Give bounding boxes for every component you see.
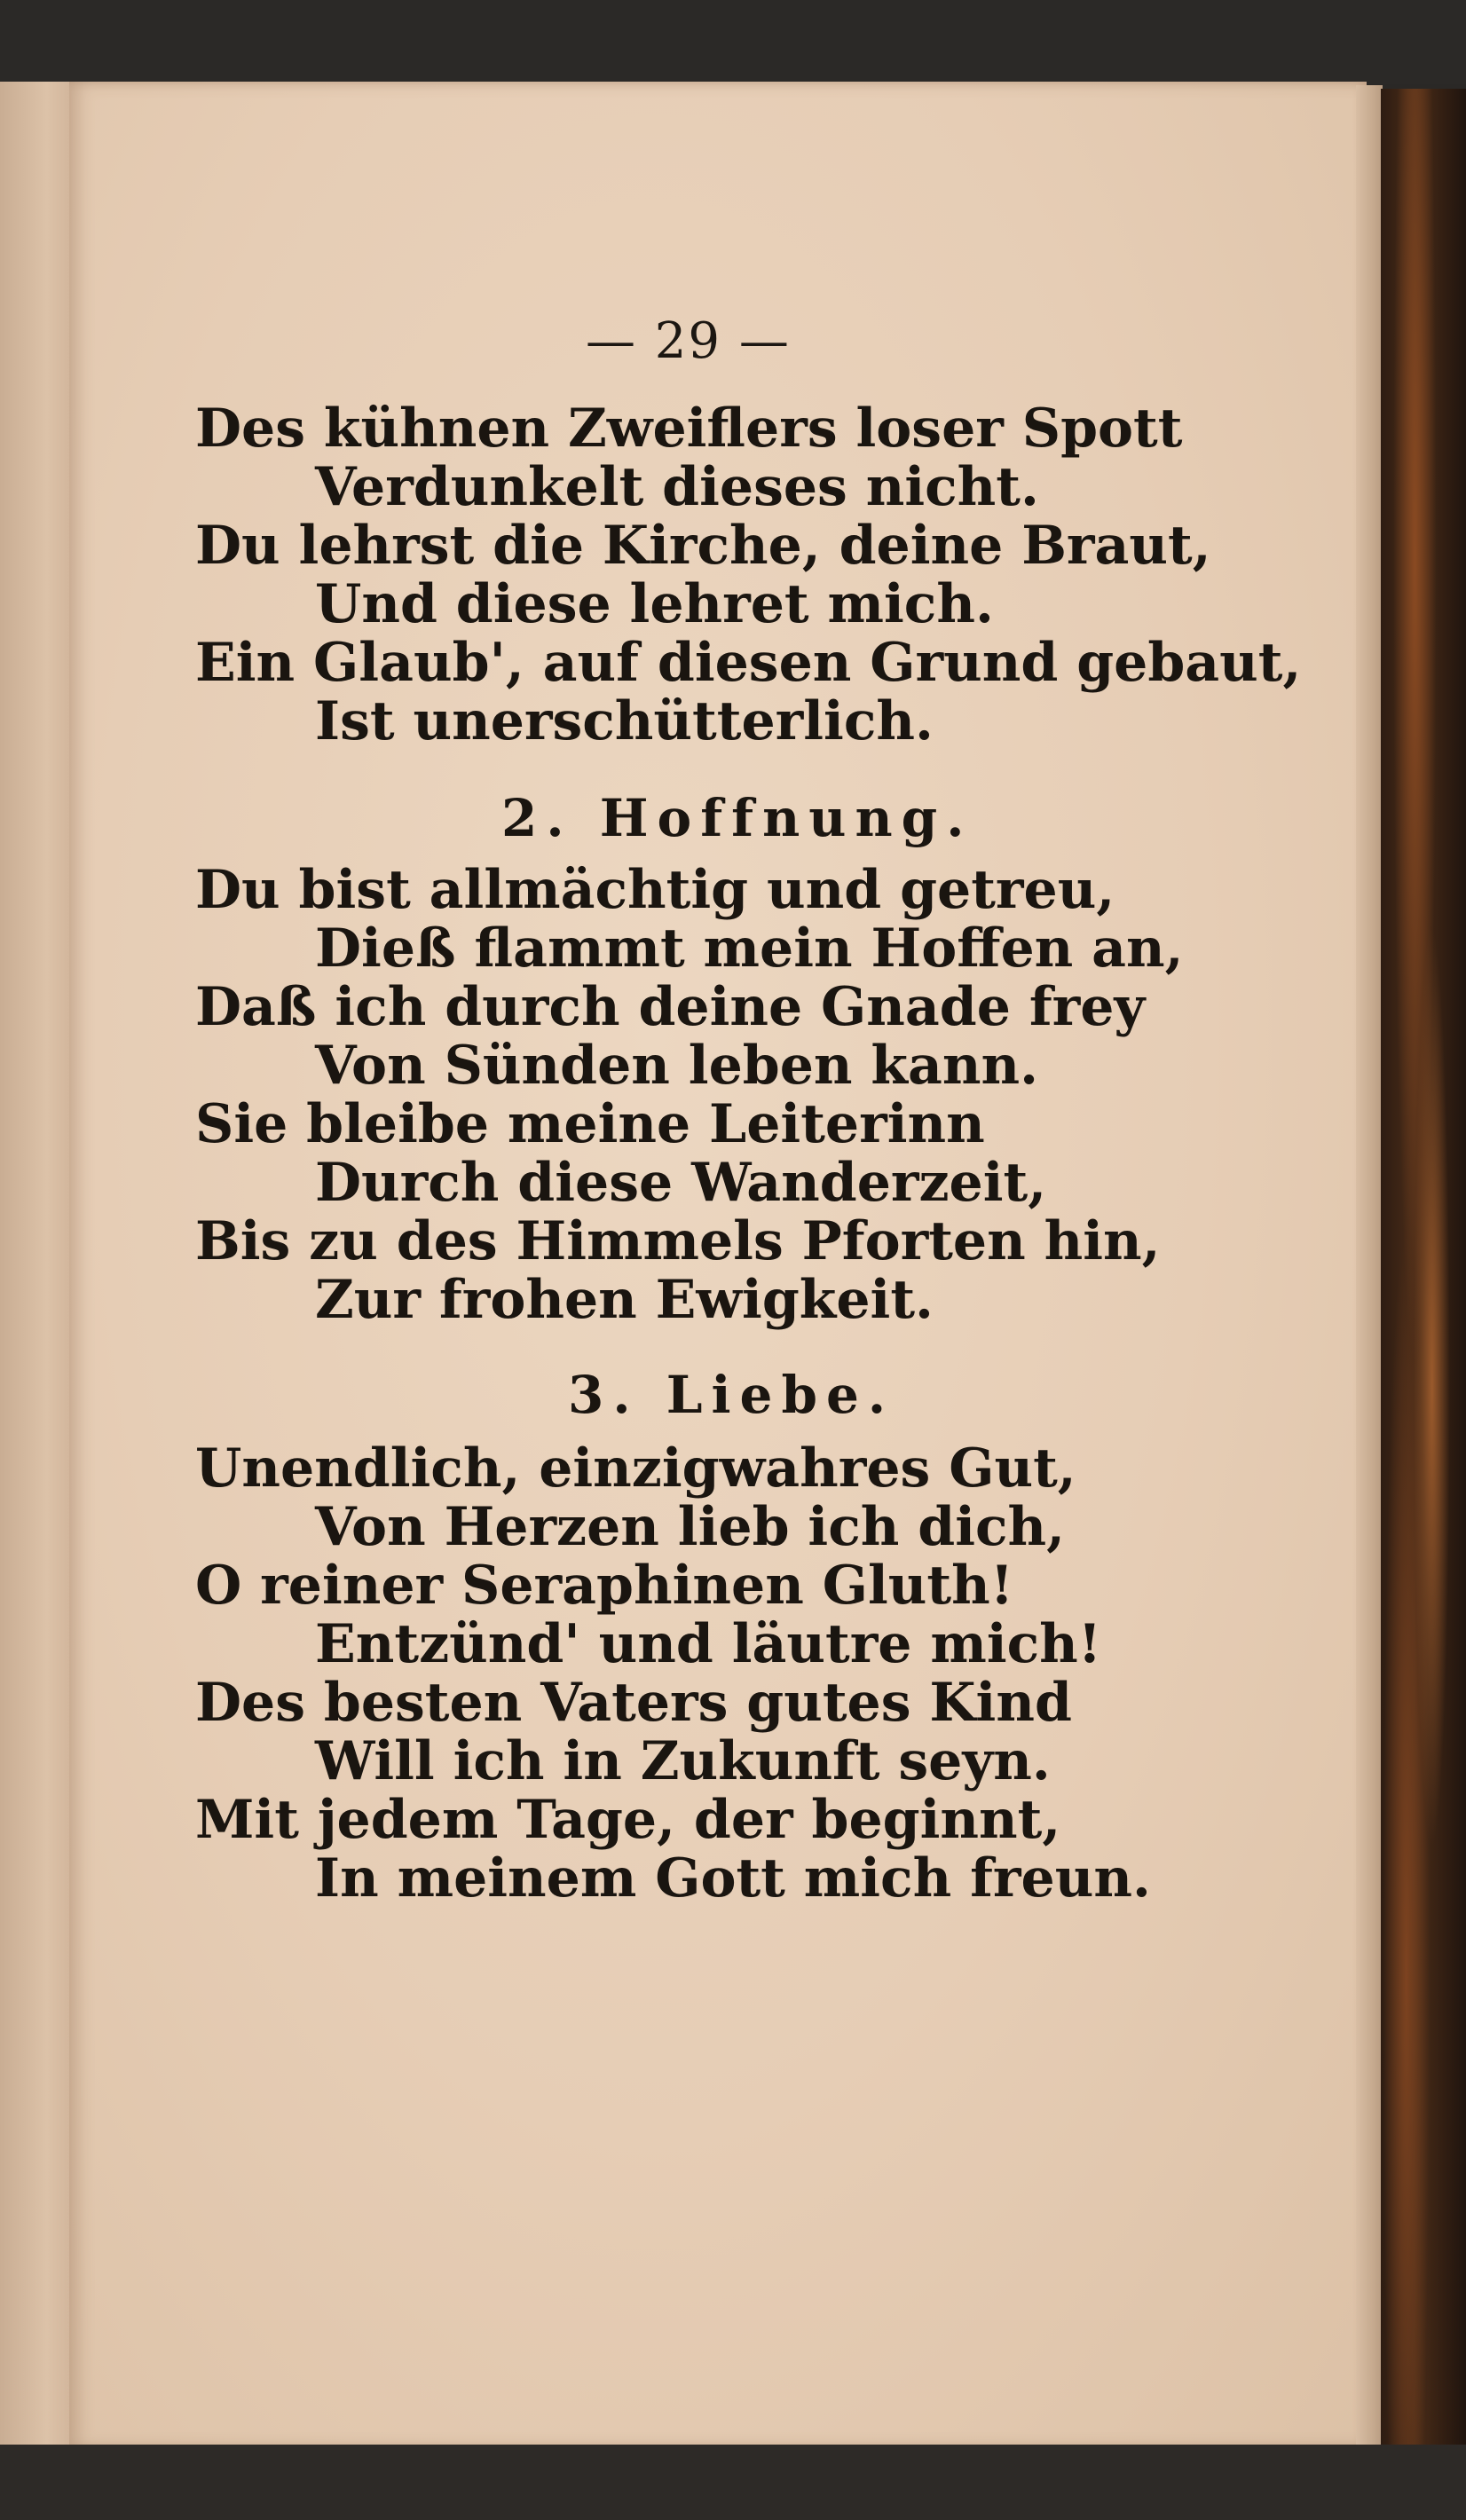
- stanza-3-line-4: Entzünd' und läutre mich!: [315, 1613, 1102, 1675]
- page-fore-edge: [1356, 85, 1383, 2445]
- stanza-3-line-1: Unendlich, einzigwahres Gut,: [195, 1437, 1076, 1500]
- stanza-3-line-5: Des besten Vaters gutes Kind: [195, 1672, 1072, 1734]
- section-heading-liebe: 3. Liebe.: [568, 1365, 895, 1425]
- stanza-1-line-3: Du lehrst die Kirche, deine Braut,: [195, 515, 1211, 577]
- stanza-2-line-2: Dieß flammt mein Hoffen an,: [315, 917, 1184, 980]
- stanza-1-line-2: Verdunkelt dieses nicht.: [315, 456, 1039, 518]
- stanza-3-line-8: In meinem Gott mich freun.: [315, 1847, 1151, 1910]
- stanza-2-line-8: Zur frohen Ewigkeit.: [315, 1269, 934, 1331]
- stanza-2-line-4: Von Sünden leben kann.: [315, 1035, 1038, 1097]
- stanza-1-line-4: Und diese lehret mich.: [315, 573, 994, 635]
- stanza-2-line-7: Bis zu des Himmels Pforten hin,: [195, 1210, 1161, 1272]
- stanza-2-line-3: Daß ich durch deine Gnade frey: [195, 976, 1146, 1038]
- scan-background-top: [0, 0, 1466, 84]
- stanza-2-line-5: Sie bleibe meine Leiterinn: [195, 1093, 985, 1155]
- stanza-1-line-5: Ein Glaub', auf diesen Grund gebaut,: [195, 632, 1302, 694]
- stanza-1-line-1: Des kühnen Zweiflers loser Spott: [195, 398, 1183, 460]
- page-number: — 29 —: [586, 312, 791, 370]
- stanza-2-line-1: Du bist allmächtig und getreu,: [195, 859, 1115, 921]
- stanza-3-line-2: Von Herzen lieb ich dich,: [315, 1496, 1066, 1558]
- stanza-3-line-3: O reiner Seraphinen Gluth!: [195, 1555, 1014, 1617]
- marbled-cover: [1381, 89, 1466, 2449]
- stanza-2-line-6: Durch diese Wanderzeit,: [315, 1152, 1047, 1214]
- scan-background-bottom: [0, 2445, 1466, 2520]
- section-heading-hoffnung: 2. Hoffnung.: [501, 788, 973, 848]
- stanza-1-line-6: Ist unerschütterlich.: [315, 690, 934, 752]
- stanza-3-line-7: Mit jedem Tage, der beginnt,: [195, 1789, 1061, 1851]
- stanza-3-line-6: Will ich in Zukunft seyn.: [315, 1730, 1051, 1792]
- facing-page-edge: [0, 82, 78, 2449]
